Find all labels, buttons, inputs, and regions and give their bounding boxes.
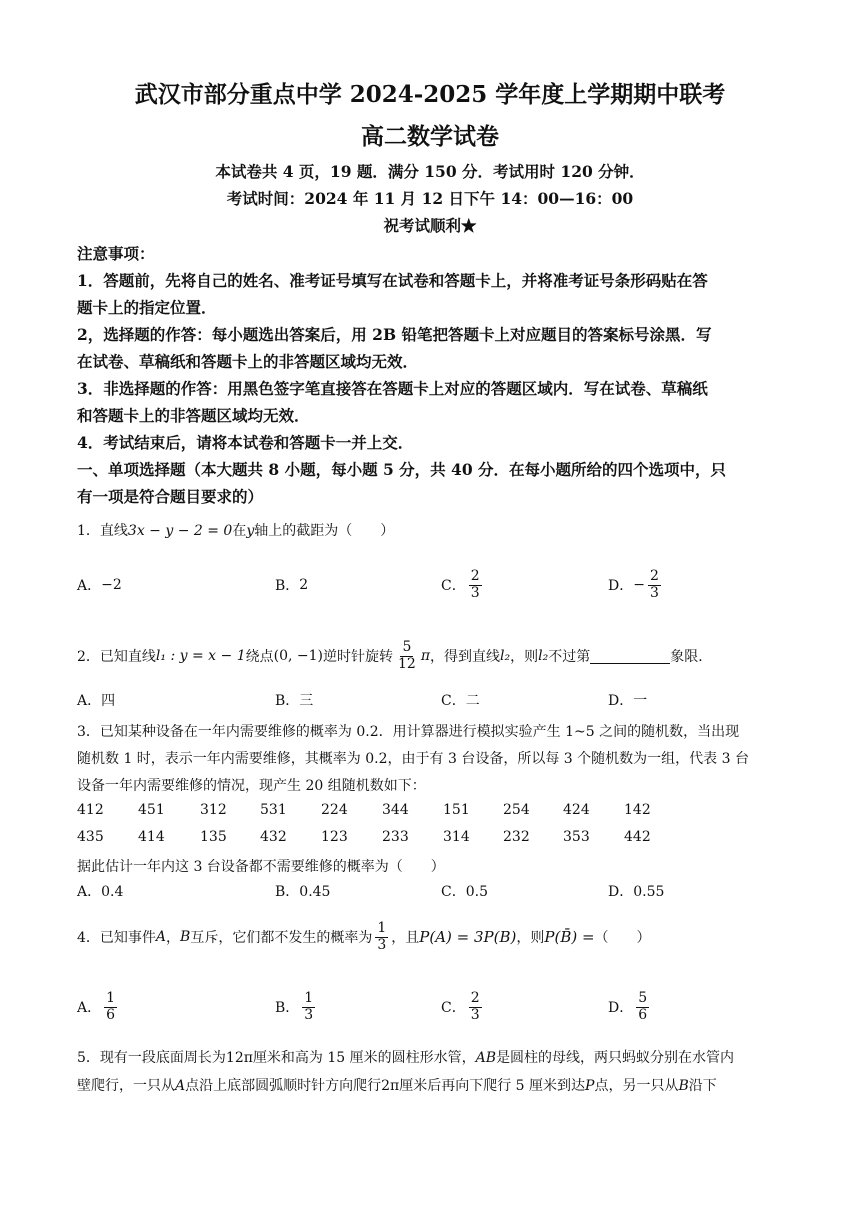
q4-frac-num: 1 (377, 920, 387, 937)
q4-option-a-label: A． (77, 1000, 102, 1016)
random-number: 424 (563, 802, 590, 818)
q5-line1 (77, 1047, 787, 1067)
q2-line-expr: l₁ : y = x − 1 (155, 648, 246, 664)
random-number: 312 (200, 802, 227, 818)
random-number: 151 (443, 802, 470, 818)
q4-stem-prefix: 4．已知事件 (77, 930, 156, 946)
q3-options (77, 876, 787, 906)
note-3b: 和答题卡上的非答题区域均无效． (77, 406, 310, 425)
q1-option-d (608, 562, 664, 608)
random-number: 442 (624, 829, 651, 845)
q5-circumference: 12π (225, 1050, 253, 1066)
q1-stem-mid: 在 (232, 523, 247, 539)
q4-stem-mid2: ，且 (391, 930, 420, 946)
q1-option-b-value: 2 (299, 577, 309, 593)
q5-line1c: 是圆柱的母线，两只蚂蚁分别在水管内 (496, 1050, 735, 1066)
q1-option-d-fraction (648, 569, 661, 601)
q1-option-d-sign: − (633, 577, 645, 593)
q4-option-d-fraction (636, 991, 649, 1023)
q3-line1: 3．已知某种设备在一年内需要维修的概率为 0.2．用计算器进行模拟实验产生 1~5 之间的随机数，当出现 (77, 724, 740, 740)
q3-option-c: C．0.5 (441, 884, 488, 900)
q4-option-a-num: 1 (106, 990, 116, 1007)
q3-option-b: B．0.45 (275, 884, 331, 900)
note-2a: 2，选择题的作答：每小题选出答案后，用 2B 铅笔把答题卡上对应题目的答案标号涂黑．写 (77, 325, 712, 344)
q2-stem-prefix: 2．已知直线 (77, 649, 156, 665)
q4-query: P(B̄) = (544, 928, 595, 946)
q4-option-c-den: 3 (470, 1006, 480, 1023)
q4-event-a: A (155, 929, 167, 945)
q4-option-b (275, 984, 318, 1030)
q4-option-d-label: D． (608, 1000, 634, 1016)
q1-option-c-den: 3 (470, 584, 480, 601)
q3-line3: 设备一年内需要维修的情况，现产生 20 组随机数如下： (77, 778, 426, 794)
q1-option-a-label: A． (77, 578, 102, 594)
q4-options (77, 984, 787, 1030)
q5-line2a: 壁爬行，一只从 (77, 1078, 175, 1094)
q1-option-c-fraction (469, 569, 482, 601)
q2-stem-mid1: 绕点 (245, 649, 274, 665)
q5-line2c: 厘米后再向下爬行 5 厘米到达 (399, 1078, 586, 1094)
q2-l2b: l₂ (538, 648, 549, 664)
q5-point-b: B (678, 1078, 689, 1094)
exam-title: 武汉市部分重点中学 2024-2025 学年度上学期期中联考 (134, 81, 726, 108)
q1-option-c-label: C． (441, 578, 466, 594)
q5-line2e: 沿下 (688, 1078, 717, 1094)
q1-option-b (275, 562, 308, 608)
section1-line2: 有一项是符合题目要求的） (77, 487, 264, 506)
note-3a: 3．非选择题的作答：用黑色签字笔直接答在答题卡上对应的答题区域内．写在试卷、草稿纸 (77, 379, 708, 398)
q5-arc-length: 2π (381, 1078, 400, 1094)
q5-line2b: 点沿上底部圆弧顺时针方向爬行 (185, 1078, 382, 1094)
q2-stem-mid5: 不过第 (548, 649, 591, 665)
q4-option-b-label: B． (275, 1000, 300, 1016)
q1-option-c (441, 562, 485, 608)
random-number: 224 (321, 802, 348, 818)
q1-stem (77, 520, 787, 540)
random-number: 531 (260, 802, 287, 818)
q2-stem-mid2: 逆时针旋转 (322, 649, 393, 665)
exam-wish: 祝考试顺利★ (383, 216, 477, 235)
q5-line2d: 点，另一只从 (594, 1078, 679, 1094)
q2-options (77, 678, 787, 722)
q3-option-a: A．0.4 (77, 884, 124, 900)
random-number: 432 (260, 829, 287, 845)
notes-heading: 注意事项： (77, 244, 155, 263)
q4-option-c-num: 2 (470, 990, 480, 1007)
q1-stem-suffix: 轴上的截距为（ ） (254, 523, 395, 539)
q2-stem (77, 634, 787, 678)
q1-option-d-label: D． (608, 578, 634, 594)
q1-option-d-num: 2 (649, 568, 659, 585)
q4-stem-mid1: 互斥，它们都不发生的概率为 (190, 930, 373, 946)
q1-option-b-label: B． (275, 578, 300, 594)
q2-option-c: C．二 (441, 693, 480, 709)
exam-info-line1: 本试卷共 4 页，19 题．满分 150 分．考试用时 120 分钟． (215, 162, 645, 181)
q1-equation: 3x − y − 2 = 0 (127, 523, 233, 539)
section1-line1: 一、单项选择题（本大题共 8 小题，每小题 5 分，共 40 分．在每小题所给的四个选项中，只 (77, 460, 727, 479)
q4-option-d-num: 5 (638, 990, 648, 1007)
q4-stem (77, 914, 787, 960)
random-number: 135 (200, 829, 227, 845)
q2-stem-mid3: ，得到直线 (430, 649, 501, 665)
q5-point-p: P (585, 1078, 595, 1094)
q2-angle-den: 12 (397, 655, 416, 672)
q4-stem-mid3: ，则 (516, 930, 545, 946)
q4-option-c (441, 984, 485, 1030)
q4-stem-suffix: （ ） (594, 930, 651, 946)
q3-line2: 随机数 1 时，表示一年内需要维修，其概率为 0.2，由于有 3 台设备，所以每 3 个随机数为一组，代表 3 台 (77, 751, 749, 767)
random-number: 123 (321, 829, 348, 845)
random-number: 435 (77, 829, 104, 845)
random-number: 232 (503, 829, 530, 845)
q4-option-d (608, 984, 652, 1030)
q1-stem-prefix: 1．直线 (77, 523, 128, 539)
q3-option-d: D．0.55 (608, 884, 665, 900)
note-2b: 在试卷、草稿纸和答题卡上的非答题区域均无效． (77, 352, 419, 371)
q4-option-a (77, 984, 120, 1030)
random-number: 142 (624, 802, 651, 818)
q4-event-b: B (180, 929, 191, 945)
q4-frac-den: 3 (377, 936, 387, 953)
q4-option-a-fraction (104, 991, 117, 1023)
exam-subtitle: 高二数学试卷 (361, 123, 499, 150)
q5-point-a: A (175, 1078, 186, 1094)
q4-option-b-fraction (302, 991, 315, 1023)
q1-axis: y (246, 523, 255, 539)
note-1a: 1．答题前，先将自己的姓名、准考证号填写在试卷和答题卡上，并将准考证号条形码贴在答 (77, 271, 708, 290)
q1-option-d-den: 3 (649, 584, 659, 601)
q2-stem-mid4: ，则 (510, 649, 539, 665)
q5-line1b: 厘米和高为 15 厘米的圆柱形水管， (252, 1050, 476, 1066)
q2-l2: l₂ (500, 648, 511, 664)
q5-line2 (77, 1075, 787, 1095)
q2-angle-num: 5 (402, 639, 412, 656)
q3-line4: 据此估计一年内这 3 台设备都不需要维修的概率为（ ） (77, 859, 445, 875)
q4-option-c-label: C． (441, 1000, 466, 1016)
q2-option-b: B．三 (275, 693, 314, 709)
q2-option-d: D．一 (608, 693, 648, 709)
exam-info-line2: 考试时间：2024 年 11 月 12 日下午 14：00—16：00 (226, 189, 634, 208)
q1-options (77, 562, 787, 608)
q1-option-a (77, 562, 122, 608)
q4-option-b-den: 3 (304, 1006, 314, 1023)
random-number: 233 (382, 829, 409, 845)
random-number: 254 (503, 802, 530, 818)
q4-option-b-num: 1 (304, 990, 314, 1007)
q4-comma: ， (166, 930, 181, 946)
random-number: 412 (77, 802, 104, 818)
q4-fraction (375, 921, 388, 953)
random-number: 353 (563, 829, 590, 845)
q4-option-a-den: 6 (106, 1006, 116, 1023)
note-1b: 题卡上的指定位置． (77, 298, 217, 317)
random-number: 414 (138, 829, 165, 845)
q1-option-a-value: −2 (101, 577, 122, 593)
q2-angle-fraction (396, 640, 418, 672)
q1-option-c-num: 2 (470, 568, 480, 585)
random-number: 344 (382, 802, 409, 818)
q4-option-c-fraction (469, 991, 482, 1023)
q5-line1a: 5．现有一段底面周长为 (77, 1050, 226, 1066)
random-number: 314 (443, 829, 470, 845)
q4-option-d-den: 6 (638, 1006, 648, 1023)
answer-blank (590, 649, 670, 664)
q2-point: (0, −1) (273, 648, 323, 664)
note-4: 4．考试结束后，请将本试卷和答题卡一并上交． (77, 433, 414, 452)
q4-condition: P(A) = 3P(B) (419, 928, 517, 946)
q2-stem-suffix: 象限． (670, 649, 713, 665)
random-number: 451 (138, 802, 165, 818)
q5-ab: AB (475, 1050, 497, 1066)
q2-pi: π (420, 648, 431, 664)
q2-option-a: A．四 (77, 693, 116, 709)
